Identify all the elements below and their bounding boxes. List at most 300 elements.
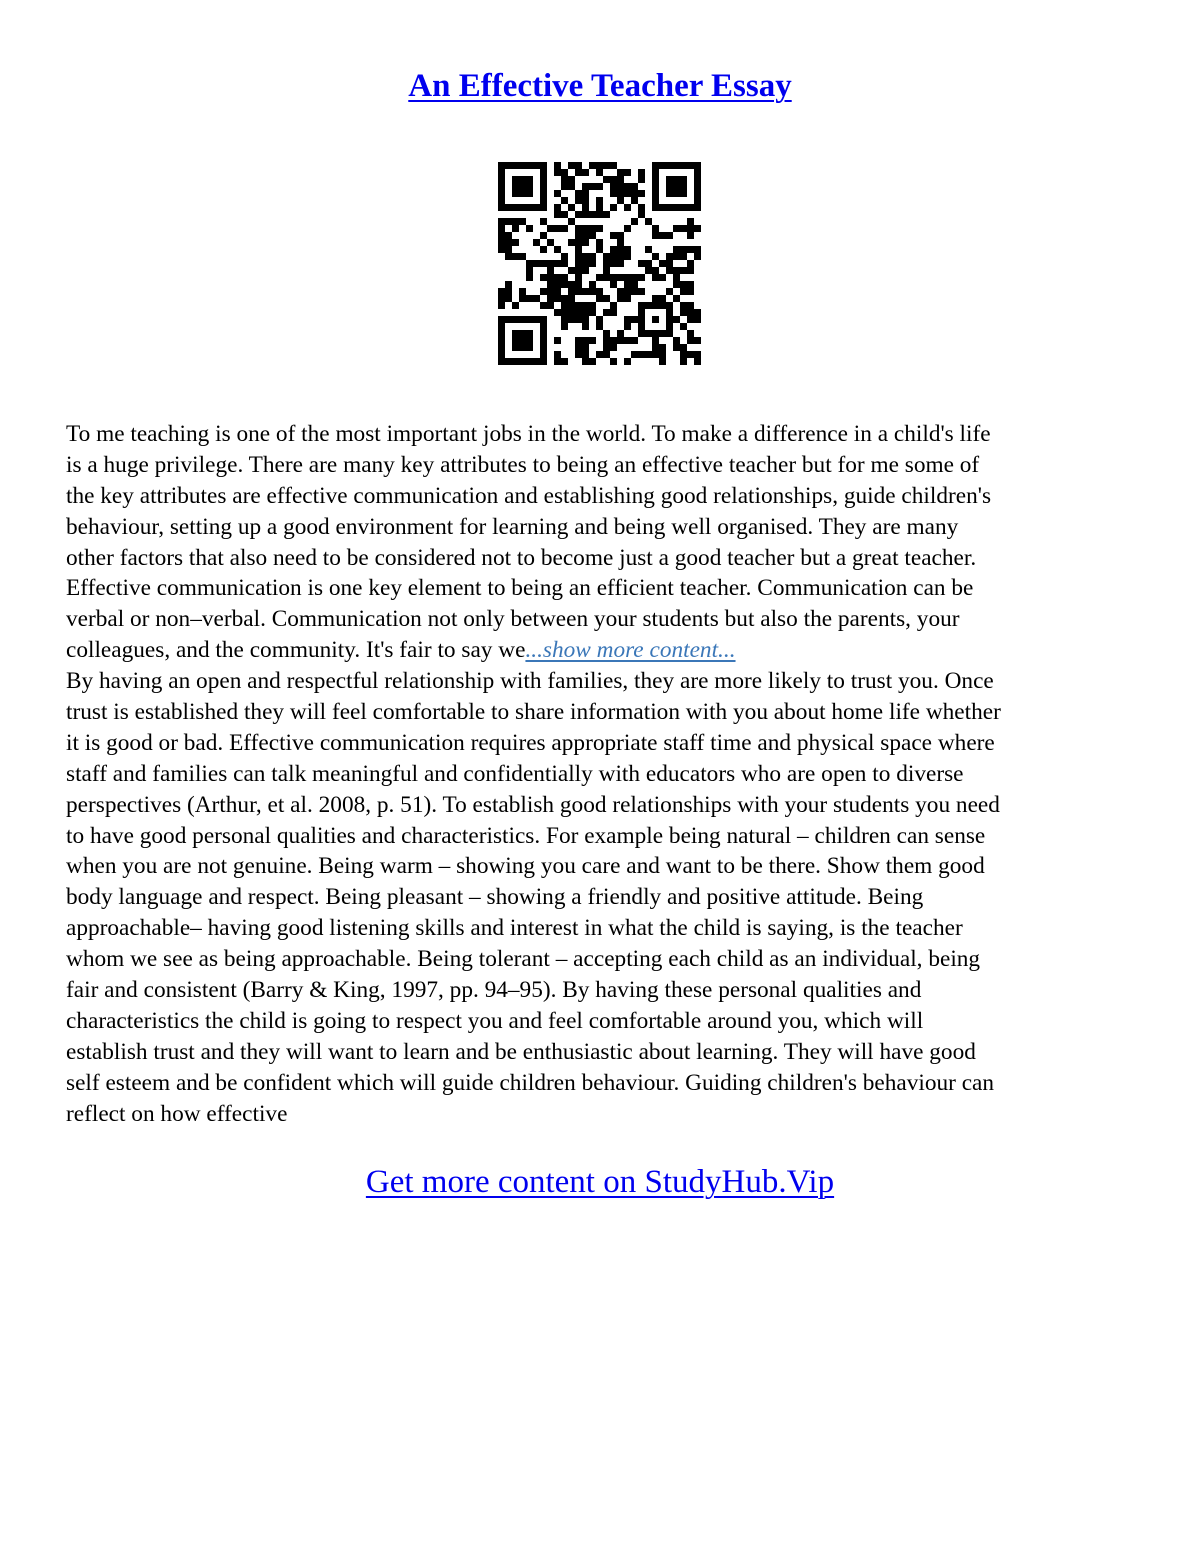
qr-module — [540, 204, 547, 211]
paragraph-2-line: trust is established they will feel comfortable to share information with you about home life whether — [66, 699, 1001, 726]
qr-module — [694, 204, 701, 211]
qr-module — [624, 358, 631, 365]
qr-module — [519, 358, 526, 365]
qr-module — [638, 204, 645, 211]
qr-module — [561, 211, 568, 218]
qr-module — [540, 232, 547, 239]
qr-module — [687, 232, 694, 239]
qr-module — [561, 225, 568, 232]
paragraph-2-line: staff and families can talk meaningful and confidentially with educators who are open to diverse — [66, 760, 964, 787]
qr-module — [673, 337, 680, 344]
qr-module — [652, 162, 659, 169]
qr-module — [631, 190, 638, 197]
qr-module — [519, 204, 526, 211]
get-more-content-link[interactable]: Get more content on StudyHub.Vip — [365, 1164, 835, 1200]
qr-module — [631, 183, 638, 190]
qr-module — [652, 330, 659, 337]
document-title — [0, 64, 1200, 108]
qr-module — [673, 267, 680, 274]
qr-module — [624, 204, 631, 211]
qr-module — [687, 225, 694, 232]
qr-module — [512, 183, 519, 190]
qr-module — [687, 337, 694, 344]
qr-module — [568, 288, 575, 295]
qr-module — [575, 211, 582, 218]
qr-module — [540, 260, 547, 267]
qr-module — [659, 330, 666, 337]
qr-module — [638, 260, 645, 267]
qr-module — [582, 351, 589, 358]
qr-module — [652, 267, 659, 274]
qr-module — [610, 176, 617, 183]
qr-module — [589, 253, 596, 260]
qr-module — [582, 323, 589, 330]
qr-module — [673, 344, 680, 351]
qr-module — [568, 218, 575, 225]
qr-module — [624, 295, 631, 302]
qr-module — [526, 316, 533, 323]
qr-module — [582, 197, 589, 204]
qr-module — [659, 295, 666, 302]
qr-module — [631, 351, 638, 358]
qr-module — [575, 239, 582, 246]
qr-module — [666, 162, 673, 169]
qr-module — [659, 302, 666, 309]
qr-module — [659, 204, 666, 211]
qr-module — [596, 183, 603, 190]
title-link[interactable]: An Effective Teacher Essay — [408, 68, 792, 104]
qr-module — [554, 260, 561, 267]
qr-module — [638, 323, 645, 330]
qr-module — [680, 358, 687, 365]
qr-module — [673, 295, 680, 302]
qr-module — [694, 225, 701, 232]
paragraph-1-last-line — [66, 635, 1146, 666]
qr-module — [505, 162, 512, 169]
qr-module — [694, 246, 701, 253]
qr-module — [666, 267, 673, 274]
qr-module — [498, 190, 505, 197]
qr-module — [610, 260, 617, 267]
qr-module — [547, 288, 554, 295]
qr-module — [498, 358, 505, 365]
qr-module — [582, 183, 589, 190]
essay-body — [66, 419, 1146, 1129]
qr-module — [638, 211, 645, 218]
qr-module — [694, 169, 701, 176]
qr-module — [603, 330, 610, 337]
qr-module — [645, 302, 652, 309]
cta — [0, 1160, 1200, 1204]
qr-module — [526, 295, 533, 302]
qr-module — [526, 344, 533, 351]
qr-module — [575, 190, 582, 197]
qr-module — [547, 260, 554, 267]
qr-module — [561, 197, 568, 204]
qr-module — [666, 176, 673, 183]
qr-module — [638, 309, 645, 316]
qr-module — [617, 232, 624, 239]
paragraph-2-line: to have good personal qualities and characteristics. For example being natural – children can sense — [66, 822, 986, 849]
qr-module — [498, 351, 505, 358]
qr-module — [540, 302, 547, 309]
qr-module — [694, 253, 701, 260]
qr-module — [561, 253, 568, 260]
qr-module — [582, 309, 589, 316]
qr-module — [512, 302, 519, 309]
qr-module — [652, 183, 659, 190]
qr-module — [645, 260, 652, 267]
paragraph-1-line: other factors that also need to be considered not to become just a good teacher but a great teacher. — [66, 544, 977, 571]
qr-module — [673, 183, 680, 190]
qr-module — [582, 316, 589, 323]
qr-module — [519, 253, 526, 260]
qr-module — [575, 344, 582, 351]
qr-module — [596, 323, 603, 330]
qr-module — [512, 316, 519, 323]
qr-module — [694, 358, 701, 365]
qr-module — [589, 337, 596, 344]
show-more-link[interactable]: ...show more content... — [525, 637, 736, 664]
qr-module — [582, 169, 589, 176]
qr-module — [659, 274, 666, 281]
qr-module — [575, 169, 582, 176]
paragraph-1-last-line-text: colleagues, and the community. It's fair to say we — [66, 637, 526, 664]
qr-module — [540, 337, 547, 344]
qr-module — [526, 176, 533, 183]
qr-module — [568, 295, 575, 302]
qr-module — [575, 162, 582, 169]
qr-module — [582, 204, 589, 211]
qr-module — [540, 169, 547, 176]
qr-module — [498, 288, 505, 295]
qr-module — [694, 309, 701, 316]
qr-module — [547, 225, 554, 232]
qr-module — [505, 232, 512, 239]
qr-module — [638, 190, 645, 197]
qr-module — [652, 274, 659, 281]
qr-module — [575, 281, 582, 288]
qr-module — [512, 204, 519, 211]
qr-module — [582, 358, 589, 365]
qr-module — [673, 162, 680, 169]
qr-module — [498, 162, 505, 169]
qr-module — [673, 176, 680, 183]
qr-module — [575, 253, 582, 260]
qr-module — [596, 351, 603, 358]
qr-module — [687, 316, 694, 323]
qr-module — [519, 190, 526, 197]
qr-module — [652, 204, 659, 211]
qr-module — [673, 190, 680, 197]
qr-module — [673, 204, 680, 211]
qr-module — [652, 190, 659, 197]
qr-module — [652, 169, 659, 176]
qr-module — [659, 260, 666, 267]
qr-module — [519, 337, 526, 344]
qr-module — [645, 246, 652, 253]
qr-module — [575, 309, 582, 316]
qr-module — [680, 190, 687, 197]
qr-module — [617, 295, 624, 302]
qr-module — [631, 197, 638, 204]
qr-module — [533, 316, 540, 323]
qr-module — [526, 358, 533, 365]
qr-module — [610, 337, 617, 344]
qr-module — [568, 183, 575, 190]
qr-module — [687, 351, 694, 358]
qr-module — [624, 323, 631, 330]
qr-module — [589, 309, 596, 316]
qr-module — [498, 197, 505, 204]
qr-module — [519, 162, 526, 169]
qr-module — [582, 211, 589, 218]
qr-module — [610, 183, 617, 190]
qr-module — [638, 351, 645, 358]
qr-module — [498, 330, 505, 337]
qr-module — [540, 246, 547, 253]
qr-module — [526, 183, 533, 190]
qr-module — [603, 351, 610, 358]
qr-module — [533, 295, 540, 302]
qr-module — [638, 274, 645, 281]
qr-module — [610, 232, 617, 239]
qr-module — [498, 218, 505, 225]
qr-module — [652, 232, 659, 239]
qr-module — [603, 274, 610, 281]
qr-module — [568, 316, 575, 323]
qr-module — [687, 281, 694, 288]
qr-module — [505, 316, 512, 323]
qr-module — [610, 281, 617, 288]
paragraph-1-line: verbal or non–verbal. Communication not only between your students but also the parents, your — [66, 606, 960, 633]
qr-module — [554, 162, 561, 169]
qr-module — [680, 162, 687, 169]
qr-module — [519, 344, 526, 351]
qr-module — [638, 316, 645, 323]
qr-module — [638, 169, 645, 176]
qr-module — [582, 190, 589, 197]
qr-module — [498, 295, 505, 302]
qr-module — [554, 169, 561, 176]
qr-module — [575, 337, 582, 344]
qr-module — [533, 358, 540, 365]
qr-module — [568, 281, 575, 288]
qr-module — [687, 246, 694, 253]
qr-module — [498, 344, 505, 351]
qr-module — [540, 288, 547, 295]
qr-module — [512, 190, 519, 197]
qr-module — [596, 204, 603, 211]
qr-module — [603, 211, 610, 218]
qr-module — [645, 218, 652, 225]
qr-module — [526, 274, 533, 281]
qr-module — [645, 351, 652, 358]
qr-module — [575, 246, 582, 253]
qr-module — [540, 351, 547, 358]
qr-module — [575, 351, 582, 358]
qr-module — [561, 274, 568, 281]
qr-module — [610, 204, 617, 211]
paragraph-2-line: establish trust and they will want to learn and be enthusiastic about learning. They will have good — [66, 1038, 976, 1065]
qr-module — [680, 183, 687, 190]
qr-module — [694, 162, 701, 169]
qr-module — [582, 337, 589, 344]
qr-module — [554, 337, 561, 344]
qr-module — [680, 176, 687, 183]
qr-module — [610, 190, 617, 197]
qr-module — [526, 162, 533, 169]
qr-module — [505, 239, 512, 246]
qr-module — [526, 260, 533, 267]
qr-module — [512, 162, 519, 169]
qr-module — [512, 225, 519, 232]
qr-module — [512, 358, 519, 365]
paragraph-2-line: By having an open and respectful relationship with families, they are more likely to trust you. Once — [66, 668, 994, 695]
qr-module — [596, 295, 603, 302]
paragraph-2 — [66, 666, 1146, 1129]
qr-module — [554, 309, 561, 316]
paragraph-1-line: behaviour, setting up a good environment for learning and being well organised. They are many — [66, 513, 959, 540]
qr-module — [547, 274, 554, 281]
qr-module — [652, 295, 659, 302]
qr-module — [659, 344, 666, 351]
qr-module — [547, 295, 554, 302]
qr-module — [631, 288, 638, 295]
qr-module — [666, 302, 673, 309]
qr-module — [547, 267, 554, 274]
qr-module — [512, 218, 519, 225]
qr-module — [561, 176, 568, 183]
qr-module — [505, 281, 512, 288]
qr-module — [638, 288, 645, 295]
paragraph-1-line: Effective communication is one key element to being an efficient teacher. Communication can be — [66, 575, 974, 602]
qr-module — [519, 316, 526, 323]
qr-module — [617, 239, 624, 246]
qr-module — [505, 253, 512, 260]
qr-module — [589, 260, 596, 267]
qr-module — [526, 267, 533, 274]
qr-module — [659, 232, 666, 239]
qr-module — [596, 197, 603, 204]
qr-module — [505, 358, 512, 365]
qr-module — [624, 274, 631, 281]
qr-module — [568, 176, 575, 183]
qr-module — [687, 204, 694, 211]
qr-module — [617, 260, 624, 267]
qr-module — [568, 204, 575, 211]
qr-module — [673, 253, 680, 260]
paragraph-1-line: To me teaching is one of the most important jobs in the world. To make a difference in a child's life — [66, 421, 991, 447]
qr-module — [666, 309, 673, 316]
qr-module — [540, 162, 547, 169]
qr-module — [610, 253, 617, 260]
qr-module — [624, 253, 631, 260]
qr-module — [561, 295, 568, 302]
qr-module — [526, 204, 533, 211]
qr-module — [624, 190, 631, 197]
qr-module — [589, 302, 596, 309]
qr-module — [687, 309, 694, 316]
qr-module — [512, 239, 519, 246]
qr-module — [561, 183, 568, 190]
qr-module — [568, 302, 575, 309]
qr-module — [694, 183, 701, 190]
qr-module — [582, 239, 589, 246]
qr-module — [575, 267, 582, 274]
qr-module — [680, 225, 687, 232]
qr-module — [652, 253, 659, 260]
qr-module — [554, 190, 561, 197]
qr-module — [680, 344, 687, 351]
qr-module — [596, 274, 603, 281]
qr-module — [561, 323, 568, 330]
qr-module — [582, 267, 589, 274]
qr-module — [694, 337, 701, 344]
qr-module — [596, 239, 603, 246]
qr-module — [498, 239, 505, 246]
qr-module — [596, 316, 603, 323]
qr-module — [575, 232, 582, 239]
qr-module — [568, 239, 575, 246]
qr-module — [680, 309, 687, 316]
paragraph-2-line: body language and respect. Being pleasant – showing a friendly and positive attitude. Being — [66, 884, 924, 911]
qr-module — [687, 302, 694, 309]
qr-module — [561, 358, 568, 365]
qr-module — [652, 351, 659, 358]
qr-module — [666, 260, 673, 267]
qr-module — [547, 281, 554, 288]
qr-module — [561, 302, 568, 309]
qr-module — [575, 260, 582, 267]
qr-module — [505, 218, 512, 225]
paragraph-2-line: when you are not genuine. Being warm – showing you care and want to be there. Show them good — [66, 853, 985, 880]
qr-module — [680, 204, 687, 211]
qr-module — [610, 302, 617, 309]
qr-module — [603, 253, 610, 260]
qr-module — [568, 267, 575, 274]
qr-module — [533, 239, 540, 246]
qr-module — [680, 246, 687, 253]
qr-module — [526, 190, 533, 197]
qr-module — [610, 344, 617, 351]
qr-module — [666, 330, 673, 337]
qr-module — [554, 211, 561, 218]
qr-module — [687, 288, 694, 295]
qr-module — [680, 267, 687, 274]
qr-module — [554, 351, 561, 358]
qr-module — [631, 274, 638, 281]
qr-module — [666, 190, 673, 197]
qr-module — [589, 358, 596, 365]
qr-module — [666, 183, 673, 190]
qr-module — [589, 211, 596, 218]
qr-module — [624, 337, 631, 344]
qr-module — [554, 274, 561, 281]
qr-module — [652, 302, 659, 309]
qr-module — [589, 281, 596, 288]
qr-module — [617, 274, 624, 281]
qr-module — [596, 162, 603, 169]
paragraph-2-line: perspectives (Arthur, et al. 2008, p. 51). To establish good relationships with your students you need — [66, 791, 1000, 818]
qr-module — [533, 204, 540, 211]
paragraph-2-line: fair and consistent (Barry & King, 1997, pp. 94–95). By having these personal qualities and — [66, 977, 922, 1004]
qr-module — [687, 330, 694, 337]
qr-module — [505, 246, 512, 253]
qr-module — [659, 351, 666, 358]
qr-module — [498, 232, 505, 239]
qr-module — [561, 169, 568, 176]
